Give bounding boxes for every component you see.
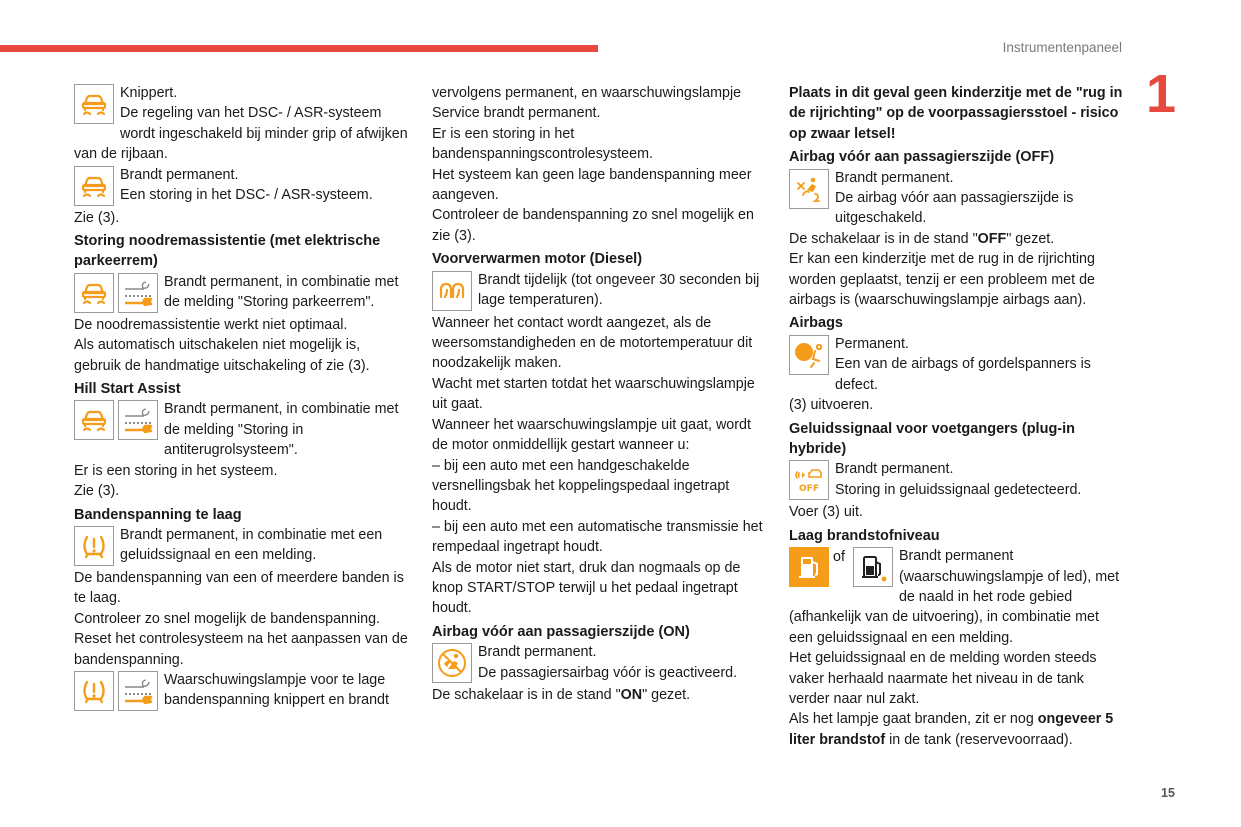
column-3 [789, 83, 1125, 750]
text: Controleer de bandenspanning zo snel mogelijk en zie (3). [432, 207, 754, 244]
text: Het systeem kan geen lage bandenspanning meer aangeven. [432, 166, 752, 204]
heading-hill-start: Hill Start Assist [74, 381, 181, 398]
text: Er kan een kinderzitje met de rug in de rijrichting worden geplaatst, tenzij er een probleem met de airbags is (waarschuwingslampje airbags aan). [789, 251, 1095, 309]
column-2 [432, 83, 768, 706]
text: De passagiersairbag vóór is geactiveerd. [478, 664, 738, 681]
text: Brandt permanent (waarschuwingslampje of led), met de naald in het rode gebied (afhankelijk van de uitvoering), in combinatie met een geluidssignaal en een melding. [789, 548, 1120, 646]
text: Brandt permanent, in combinatie met de melding "Storing parkeerrem". [164, 273, 399, 311]
text: Brandt tijdelijk (tot ongeveer 30 seconden bij lage temperaturen). [478, 271, 760, 309]
header-accent-bar [0, 45, 598, 52]
heading-airbag-on: Airbag vóór aan passagierszijde (ON) [432, 623, 690, 640]
airbag-on-block [432, 642, 768, 705]
tyre-pressure-icon [74, 671, 114, 711]
text: De noodremassistentie werkt niet optimaal. [74, 316, 348, 333]
or-label: of [833, 549, 845, 566]
text: Zie (3). [74, 209, 120, 226]
text: Als de motor niet start, druk dan nogmaals op de knop START/STOP terwijl u het pedaal ingetrapt houdt. [432, 559, 741, 617]
text: Wanneer het waarschuwingslampje uit gaat, wordt de motor onmiddellijk gestart wanneer u: [432, 416, 751, 454]
text: Brandt permanent. [478, 644, 597, 661]
section-title: Instrumentenpaneel [1002, 40, 1122, 55]
preheat-block [432, 270, 768, 619]
dsc-fault-block [74, 165, 410, 228]
text: Een van de airbags of gordelspanners is defect. [835, 356, 1091, 393]
text: Reset het controlesysteem na het aanpassen van de bandenspanning. [74, 631, 408, 668]
heading-emergency-brake: Storing noodremassistentie (met elektrische parkeerrem) [74, 233, 381, 270]
text: De bandenspanning van een of meerdere banden is te laag. [74, 569, 404, 607]
glow-plug-icon [432, 271, 472, 311]
text: Brandt permanent. [835, 169, 954, 186]
text: De schakelaar is in de stand "ON" gezet. [432, 687, 691, 704]
text: Als het lampje gaat branden, zit er nog ongeveer 5 liter brandstof in de tank (reservevoorraad). [789, 711, 1114, 748]
low-fuel-block [789, 546, 1125, 750]
page-number: 15 [1161, 786, 1175, 800]
text: Waarschuwingslampje voor te lage bandenspanning knippert en brandt [164, 671, 389, 709]
fuel-pump-icon [789, 547, 829, 587]
text: Storing in geluidssignaal gedetecteerd. [835, 481, 1082, 498]
text: Voer (3) uit. [789, 504, 863, 521]
heading-airbags: Airbags [789, 315, 843, 332]
text: (3) uitvoeren. [789, 397, 874, 414]
text: De schakelaar is in de stand "OFF" gezet. [789, 230, 1055, 247]
text: De regeling van het DSC- / ASR-systeem wordt ingeschakeld bij minder grip of afwijken van de rijbaan. [74, 105, 408, 163]
dsc-skid-icon [74, 84, 114, 124]
passenger-airbag-off-icon [789, 169, 829, 209]
text: Brandt permanent. [835, 461, 954, 478]
passenger-airbag-on-icon [432, 643, 472, 683]
text: Brandt permanent, in combinatie met een geluidssignaal en een melding. [120, 526, 383, 564]
text: vervolgens permanent, en waarschuwingslampje Service brandt permanent. [432, 85, 742, 122]
airbags-block [789, 334, 1125, 416]
dsc-blink-block [74, 83, 410, 165]
dsc-skid-icon [74, 166, 114, 206]
child-seat-warning: Plaats in dit geval geen kinderzitje met de "rug in de rijrichting" op de voorpassagiersstoel - risico op zwaar letsel! [789, 85, 1123, 142]
pedestrian-sound-block [789, 459, 1125, 522]
text: Permanent. [835, 335, 909, 352]
service-wrench-icon [118, 400, 158, 440]
heading-tyre-pressure: Bandenspanning te laag [74, 506, 242, 523]
service-wrench-icon [118, 671, 158, 711]
svg-text:OFF: OFF [799, 484, 819, 495]
airbag-icon [789, 335, 829, 375]
pedestrian-sound-off-icon [789, 460, 829, 500]
list-item: – bij een auto met een handgeschakelde versnellingsbak het koppelingspedaal ingetrapt houdt. [432, 457, 730, 515]
list-item: – bij een auto met een automatische transmissie het rempedaal ingetrapt houdt. [432, 518, 763, 556]
tyre-pressure-icon [74, 526, 114, 566]
fuel-pump-led-icon [853, 547, 893, 587]
heading-preheat: Voorverwarmen motor (Diesel) [432, 251, 643, 268]
text: Brandt permanent, in combinatie met de melding "Storing in antiterugrolsysteem". [164, 401, 399, 459]
dsc-skid-icon [74, 273, 114, 313]
hill-start-block [74, 399, 410, 501]
text: Controleer zo snel mogelijk de bandenspanning. [74, 610, 380, 627]
heading-airbag-off: Airbag vóór aan passagierszijde (OFF) [789, 149, 1055, 166]
text: Wacht met starten totdat het waarschuwingslampje uit gaat. [432, 375, 755, 413]
heading-low-fuel: Laag brandstofniveau [789, 527, 940, 544]
text: Als automatisch uitschakelen niet mogelijk is, gebruik de handmatige uitschakeling of zie (3). [74, 337, 370, 374]
emergency-brake-block [74, 272, 410, 376]
text: Een storing in het DSC- / ASR-systeem. [120, 187, 373, 204]
heading-pedestrian-sound: Geluidssignaal voor voetgangers (plug-in hybride) [789, 420, 1076, 457]
text: Er is een storing in het systeem. [74, 462, 278, 479]
chapter-number: 1 [1146, 64, 1177, 124]
text: Er is een storing in het bandenspanningscontrolesysteem. [432, 125, 653, 163]
tyre-blink-block [74, 670, 410, 713]
text: Wanneer het contact wordt aangezet, als de weersomstandigheden en de motortemperatuur dit noodzakelijk maken. [432, 314, 753, 372]
text: Brandt permanent. [120, 166, 239, 183]
tyre-pressure-block [74, 525, 410, 670]
service-wrench-icon [118, 273, 158, 313]
text: Knippert. [120, 85, 178, 101]
dsc-skid-icon [74, 400, 114, 440]
airbag-off-block [789, 168, 1125, 311]
column-1 [74, 83, 410, 713]
text: Zie (3). [74, 483, 120, 500]
text: Het geluidssignaal en de melding worden steeds vaker herhaald naarmate het niveau in de tank verder naar nul zakt. [789, 650, 1097, 707]
text: De airbag vóór aan passagierszijde is uitgeschakeld. [835, 190, 1074, 227]
